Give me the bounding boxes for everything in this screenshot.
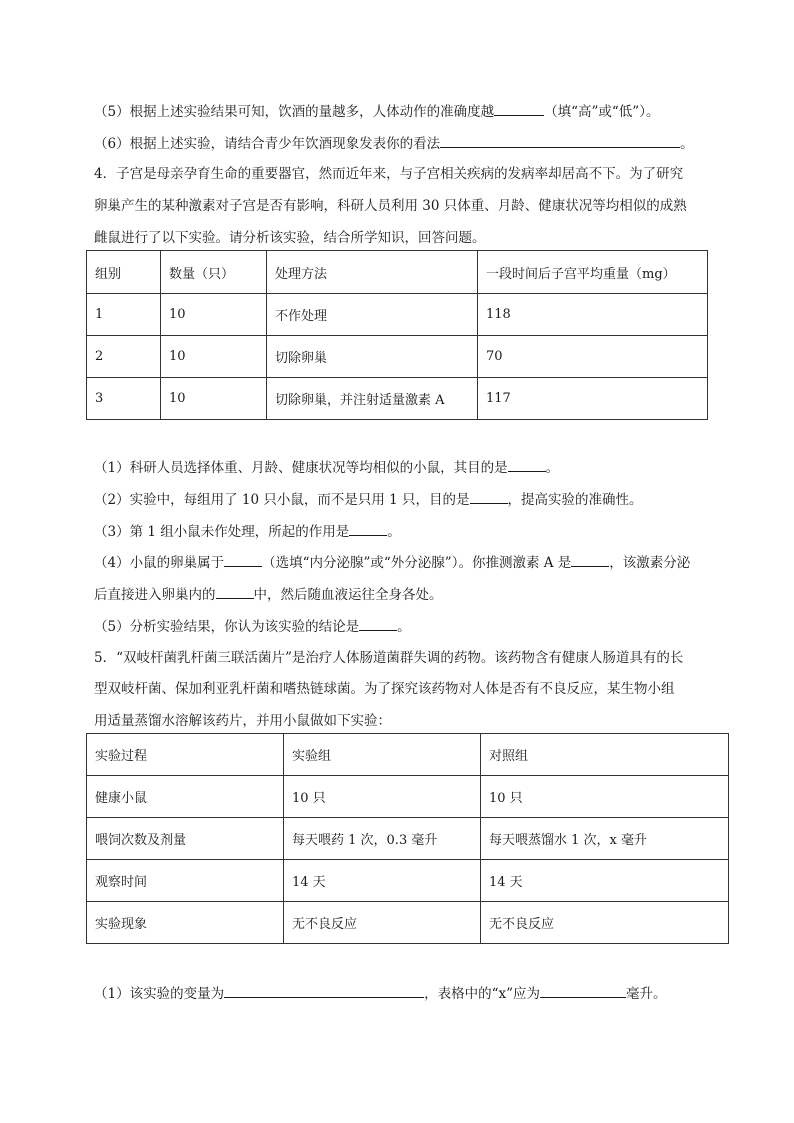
answer-blank[interactable] [349,521,387,536]
table-header-cell: 实验组 [284,734,481,776]
answer-blank[interactable] [359,616,397,631]
table-cell: 无不良反应 [284,902,481,944]
table-cell: 实验现象 [87,902,284,944]
table-cell: 10 只 [481,776,729,818]
table-cell: 3 [87,378,161,420]
q4-intro-line-3: 雌鼠进行了以下实验。请分析该实验，结合所学知识，回答问题。 [94,230,486,246]
answer-blank[interactable] [540,983,626,998]
q4-part5: （5）分析实验结果，你认为该实验的结论是 。 [94,616,714,637]
table-cell: 观察时间 [87,860,284,902]
table-row [87,902,729,944]
table-header-cell: 一段时间后子宫平均重量（mg） [478,251,708,294]
table-cell: 10 [161,336,267,378]
table-cell: 2 [87,336,161,378]
answer-blank[interactable] [440,133,680,148]
answer-blank[interactable] [224,552,262,567]
table-cell: 无不良反应 [481,902,729,944]
table-row [87,336,708,378]
q5-intro-line-1: 5．“双岐杆菌乳杆菌三联活菌片”是治疗人体肠道菌群失调的药物。该药物含有健康人肠道具有的长 [94,650,684,666]
answer-blank[interactable] [571,552,609,567]
q5-intro-line-3: 用适量蒸馏水溶解该药片，并用小鼠做如下实验： [94,713,391,729]
table-cell: 14 天 [284,860,481,902]
table-cell: 喂饲次数及剂量 [87,818,284,860]
table-cell: 1 [87,294,161,336]
answer-blank[interactable] [508,457,546,472]
q4-part1: （1）科研人员选择体重、月龄、健康状况等均相似的小鼠，其目的是 。 [94,457,714,478]
table-cell: 切除卵巢，并注射适量激素 A [267,378,478,420]
q5-data-table [86,733,729,944]
table-row [87,294,708,336]
q5-intro-line-2: 型双岐杆菌、保加利亚乳杆菌和嗜热链球菌。为了探究该药物对人体是否有不良反应，某生物小组 [94,681,675,697]
table-header-cell: 数量（只） [161,251,267,294]
q3-part5: （5）根据上述实验结果可知，饮酒的量越多，人体动作的准确度越 （填“高”或“低”）。 [94,101,714,122]
table-header-cell: 组别 [87,251,161,294]
table-cell: 切除卵巢 [267,336,478,378]
table-cell: 每天喂药 1 次，0.3 毫升 [284,818,481,860]
answer-blank[interactable] [224,983,424,998]
answer-blank[interactable] [470,489,508,504]
table-row [87,776,729,818]
table-row [87,818,729,860]
q4-intro-line-1: 4．子宫是母亲孕育生命的重要器官，然而近年来，与子宫相关疾病的发病率却居高不下。为了研究 [94,166,684,182]
table-header-cell: 实验过程 [87,734,284,776]
table-cell: 10 只 [284,776,481,818]
table-header-row [87,734,729,776]
q4-data-table [86,250,708,420]
table-cell: 每天喂蒸馏水 1 次，x 毫升 [481,818,729,860]
q4-part2: （2）实验中，每组用了 10 只小鼠，而不是只用 1 只，目的是 ，提高实验的准确性。 [94,489,714,510]
table-cell: 117 [478,378,708,420]
q4-part3: （3）第 1 组小鼠未作处理，所起的作用是 。 [94,521,714,542]
table-header-cell: 对照组 [481,734,729,776]
table-row [87,378,708,420]
answer-blank[interactable] [494,101,544,116]
table-header-cell: 处理方法 [267,251,478,294]
q4-intro-line-2: 卵巢产生的某种激素对子宫是否有影响，科研人员利用 30 只体重、月龄、健康状况等均相似的成熟 [94,198,687,214]
q4-part4-line-2: 后直接进入卵巢内的 中，然后随血液运往全身各处。 [94,584,714,605]
table-cell: 10 [161,294,267,336]
table-cell: 10 [161,378,267,420]
table-header-row [87,251,708,294]
q5-part1: （1）该实验的变量为 ，表格中的“x”应为 毫升。 [94,983,714,1004]
table-cell: 不作处理 [267,294,478,336]
q4-part4-line-1: （4）小鼠的卵巢属于 （选填“内分泌腺”或“外分泌腺”）。你推测激素 A 是 ，该激素分泌 [94,552,714,573]
table-cell: 14 天 [481,860,729,902]
table-row [87,860,729,902]
answer-blank[interactable] [216,584,254,599]
table-cell: 健康小鼠 [87,776,284,818]
table-cell: 70 [478,336,708,378]
q3-part6: （6）根据上述实验，请结合青少年饮酒现象发表你的看法 。 [94,133,714,154]
table-cell: 118 [478,294,708,336]
